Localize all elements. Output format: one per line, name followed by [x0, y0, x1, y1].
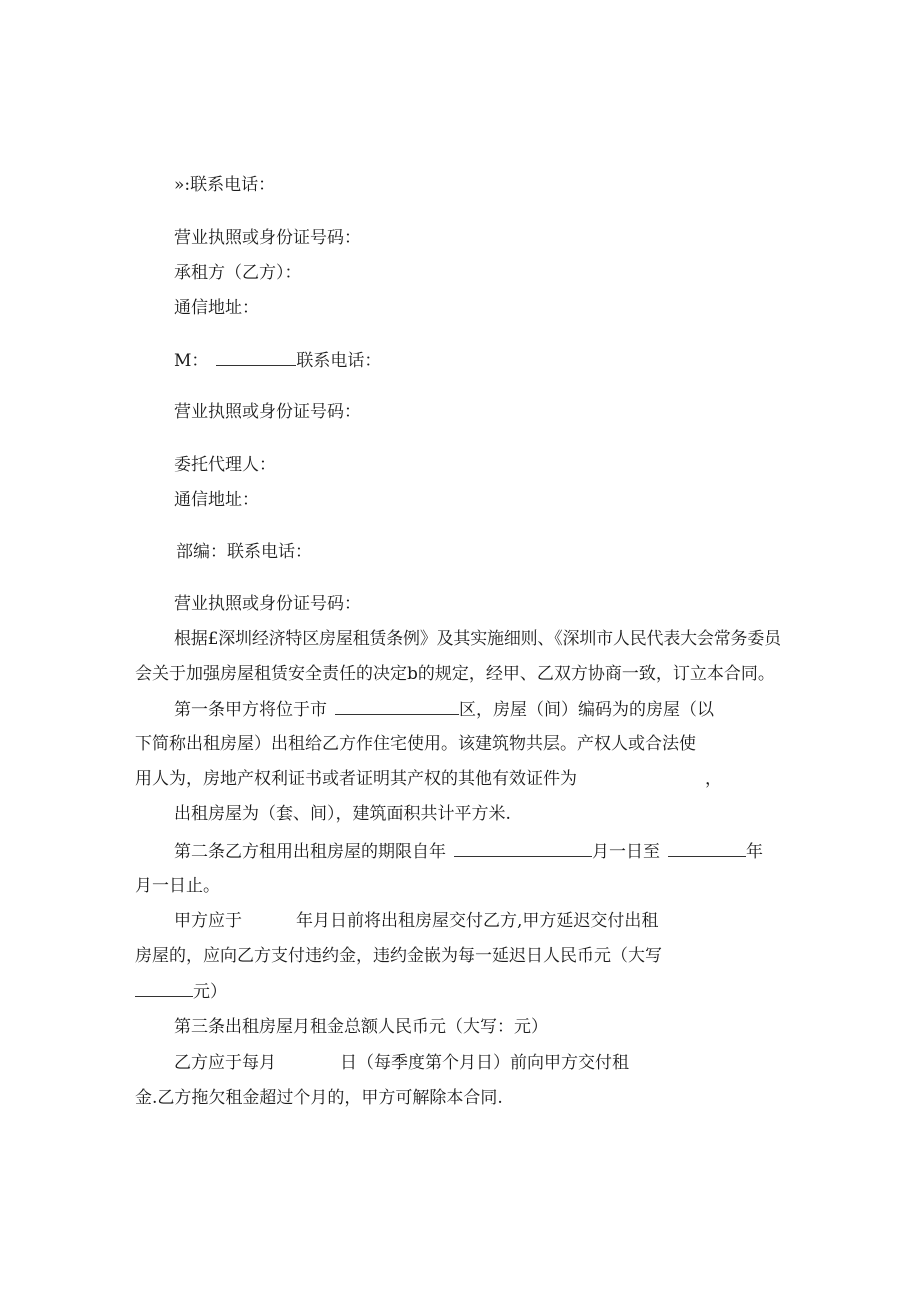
article-1-line-1 [174, 698, 714, 721]
article-2-text-b: 月一日至 [592, 842, 660, 862]
article-3-line-2 [174, 1052, 629, 1074]
blank-line [135, 980, 193, 997]
lessee-address-label: 通信地址： [174, 298, 259, 318]
agent-id-line: 营业执照或身份证号码： [174, 594, 361, 614]
agent-phone-line: 部编：联系电话： [176, 542, 312, 562]
article-3-text-b: 日（每季度第个月日）前向甲方交付租 [340, 1053, 629, 1073]
article-3-line-1: 第三条出租房屋月租金总额人民币元（大写：元） [174, 1017, 548, 1037]
article-2-line-2: 月一日止。 [135, 876, 220, 896]
delivery-line-1 [174, 910, 658, 932]
delivery-line-3 [135, 980, 227, 1003]
agent-address-line: 通信地址： [174, 490, 259, 510]
article-2-text-c: 年 [746, 842, 763, 862]
lessee-phone-label: 联系电话： [296, 351, 382, 371]
agent-heading: 委托代理人： [174, 455, 276, 475]
article-1-text-c: 用人为，房地产权利证书或者证明其产权的其他有效证件为 [135, 769, 577, 789]
article-1-line-4: 出租房屋为（套、间），建筑面积共计平方米. [174, 804, 511, 824]
article-2-text-a: 第二条乙方租用出租房屋的期限自年 [174, 842, 446, 862]
article-1-text-b: 区，房屋（间）编码为的房屋（以 [459, 700, 714, 720]
blank-line [216, 349, 296, 366]
article-1-line-2: 下简称出租房屋）出租给乙方作住宅使用。该建筑物共层。产权人或合法使 [135, 734, 696, 754]
article-1-text-a: 第一条甲方将位于市 [174, 700, 327, 720]
article-3-line-3: 金.乙方拖欠租金超过个月的，甲方可解除本合同. [135, 1088, 503, 1108]
blank-line [668, 840, 746, 857]
article-2-line-1 [174, 840, 763, 863]
party-a-phone-line: »:联系电话： [174, 175, 276, 195]
preamble-line-2: 会关于加强房屋租赁安全责任的决定b的规定，经甲、乙双方协商一致，订立本合同。 [135, 664, 775, 684]
lessee-address-line [174, 297, 259, 319]
lessee-m-label: M： [174, 351, 209, 371]
article-1-line-3 [135, 768, 722, 790]
party-a-id-line: 营业执照或身份证号码： [174, 228, 361, 248]
preamble-line-1: 根据£深圳经济特区房屋租赁条例》及其实施细则、《深圳市人民代表大会常务委员 [174, 629, 781, 649]
blank-line [454, 840, 592, 857]
lessee-id-line: 营业执照或身份证号码： [174, 402, 361, 422]
article-1-comma: ， [705, 769, 722, 789]
article-3-text-a: 乙方应于每月 [174, 1053, 276, 1073]
delivery-text-a: 甲方应于 [174, 911, 242, 931]
lessee-heading: 承租方（乙方）： [174, 263, 302, 283]
lessee-phone-line [174, 349, 381, 372]
delivery-text-b: 年月日前将出租房屋交付乙方,甲方延迟交付出租 [296, 911, 659, 931]
delivery-text-c: 元） [193, 982, 227, 1002]
blank-line [335, 698, 459, 715]
delivery-line-2: 房屋的，应向乙方支付违约金，违约金嵌为每一延迟日人民币元（大写 [135, 946, 662, 966]
